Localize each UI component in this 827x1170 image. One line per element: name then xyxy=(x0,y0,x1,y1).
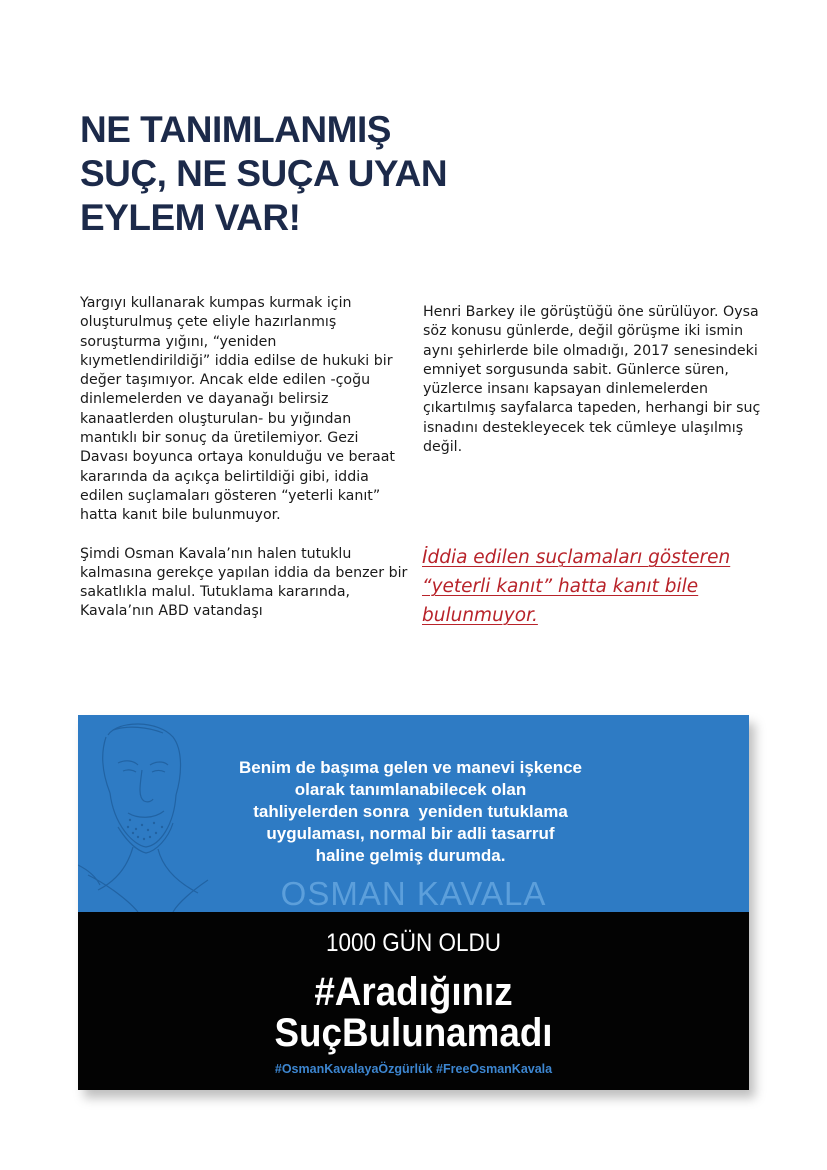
days-counter: 1000 GÜN OLDU xyxy=(325,929,502,957)
left-paragraph-2: Şimdi Osman Kavala’nın halen tutuklu kalmasına gerekçe yapılan iddia da benzer bir sakatlıkla malul. Tutuklama kararında, Kavala’nın ABD vatandaşı xyxy=(80,545,408,620)
quote-line-3: tahliyelerden sonra yeniden tutuklama xyxy=(253,802,568,821)
quote-line-1: Benim de başıma gelen ve manevi işkence xyxy=(239,758,582,777)
quote-line-4: uygulaması, normal bir adli tasarruf xyxy=(266,824,555,843)
headline-line-2: SUÇ, NE SUÇA UYAN xyxy=(80,153,448,194)
hashtag-line-2: SuçBulunamadı xyxy=(274,1011,553,1055)
left-text-column xyxy=(80,294,410,622)
campaign-banner xyxy=(78,715,749,1090)
signature-name: OSMAN KAVALA xyxy=(280,875,547,912)
quote-signature xyxy=(78,875,749,913)
banner-campaign-panel xyxy=(78,912,749,1090)
banner-quote-panel xyxy=(78,715,749,912)
left-paragraph-1: Yargıyı kullanarak kumpas kurmak için oluşturulmuş çete eliyle hazırlanmış soruşturma yığını, “yeniden kıymetlendirildiği” iddia edilse de hukuki bir değer taşımıyor. Ancak elde edilen -çoğu dinlemelerden ve dayanağı belirsiz kanaatlerden oluşturulan- bu yığından mantıklı bir sonuç da üretilemiyor. Gezi Davası boyunca ortaya konulduğu ve beraat kararında da açıkça belirtildiği gibi, iddia edilen suçlamaları gösteren “yeterli kanıt” hatta kanıt bile bulunmuyor. xyxy=(80,295,395,524)
pull-quote: İddia edilen suçlamaları gösteren “yeterli kanıt” hatta kanıt bile bulunmuyor. xyxy=(422,547,731,626)
quote-line-5: haline gelmiş durumda. xyxy=(315,846,506,865)
right-text-column xyxy=(423,303,763,457)
headline-line-3: EYLEM VAR! xyxy=(80,197,301,238)
quote-line-2: olarak tanımlanabilecek olan xyxy=(294,780,527,799)
headline-line-1: NE TANIMLANMIŞ xyxy=(80,109,391,150)
page-headline xyxy=(80,108,540,240)
kavala-quote xyxy=(218,757,603,867)
right-paragraph-1: Henri Barkey ile görüştüğü öne sürülüyor. Oysa söz konusu günlerde, değil görüşme iki ismin aynı şehirlerde bile olmadığı, 2017 senesindeki emniyet sorgusunda sabit. Günlerce süren, yüzlerce insanı kapsayan dinlemelerden çıkartılmış sayfalarca tapeden, herhangi bir suç isnadını destekleyecek tek cümleye ulaşılmış değil. xyxy=(423,304,761,456)
campaign-tags: #OsmanKavalayaÖzgürlük #FreeOsmanKavala xyxy=(274,1062,553,1076)
hashtag-line-1: #Aradığınız xyxy=(314,970,513,1014)
